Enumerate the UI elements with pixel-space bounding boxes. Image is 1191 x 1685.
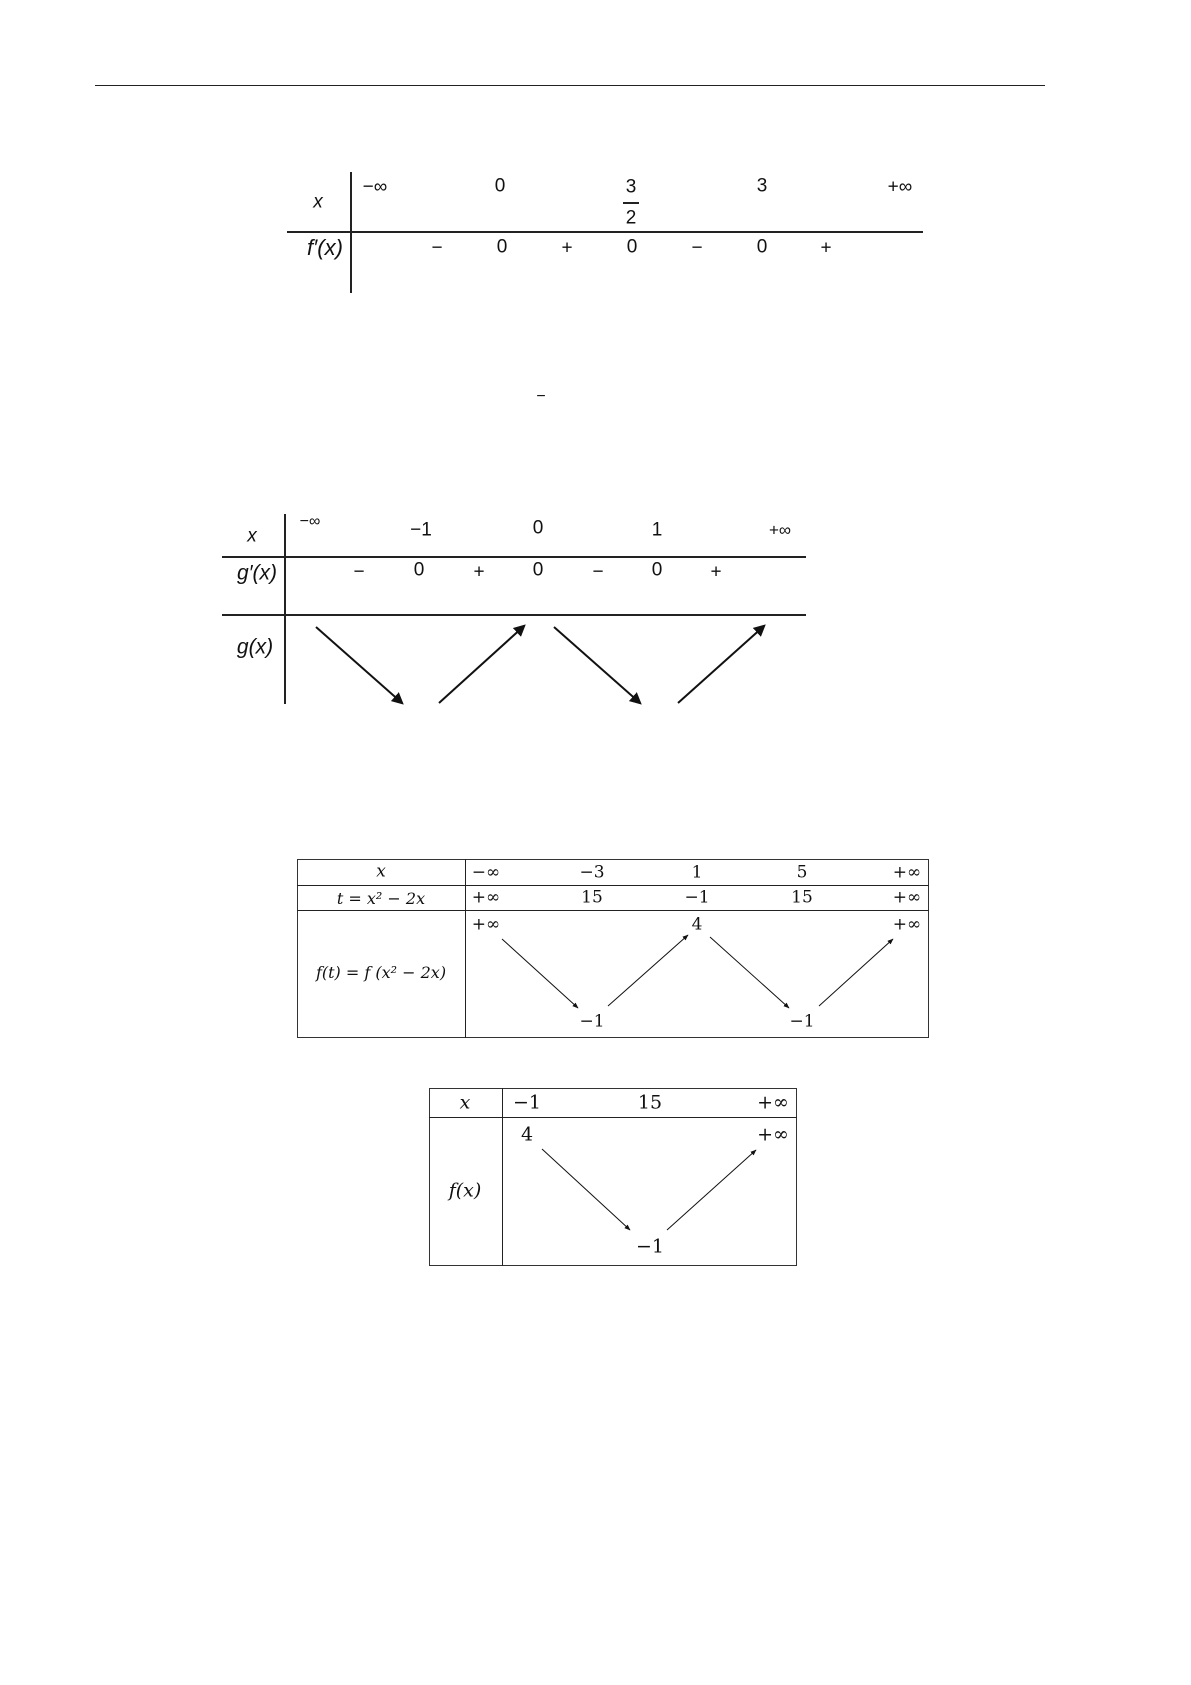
table1-sign: 0 [626, 236, 638, 258]
table3-arrow-up [819, 939, 893, 1006]
table1-sign: + [561, 237, 573, 259]
table2-arrow-down [554, 627, 640, 703]
table4-arrow-up [667, 1150, 756, 1230]
table1-x-label: x [313, 191, 323, 213]
table4-x-value: −1 [512, 1091, 542, 1114]
table2-gprime-label: g′(x) [236, 561, 278, 585]
table3-arrow-down [502, 939, 578, 1008]
table3-t-value: 15 [581, 887, 603, 908]
table3-t-value: +∞ [471, 887, 501, 908]
table3-x-value: 1 [691, 862, 703, 883]
table3-arrow-down [710, 937, 789, 1008]
table1-sign: 0 [756, 236, 768, 258]
table1-x-pos-inf: +∞ [887, 176, 913, 198]
table3-f-bottom-value: −1 [789, 1011, 815, 1032]
table1-sign: − [691, 237, 703, 259]
table2-x-label: x [247, 525, 257, 547]
table4-x-value: +∞ [757, 1091, 789, 1114]
table3-f-top-value: +∞ [471, 914, 501, 935]
table2-x-value: −∞ [299, 513, 321, 530]
table1-x-frac-den: 2 [625, 207, 637, 229]
table1-fprime-label: f′(x) [307, 235, 343, 260]
table1-x-zero: 0 [494, 175, 506, 197]
table2-arrow-down [316, 627, 402, 703]
table4-x-value: 15 [637, 1091, 663, 1114]
table3-t-value: −1 [684, 887, 710, 908]
table4-f-top-value: +∞ [757, 1123, 789, 1146]
table1-sign: 0 [496, 236, 508, 258]
table2-x-value: +∞ [768, 520, 792, 540]
table4-head-x: x [459, 1091, 471, 1114]
table3-x-value: 5 [796, 862, 808, 883]
table3-f-top-value: 4 [691, 914, 703, 935]
stray-minus-mark: − [536, 388, 546, 405]
table2-sign: 0 [532, 559, 544, 581]
table2-x-value: 0 [532, 517, 544, 539]
table4-head-f: f(x) [448, 1179, 482, 1202]
table2-sign: + [473, 561, 485, 583]
table1-x-neg-inf: −∞ [362, 176, 388, 198]
table2-g-label: g(x) [236, 635, 274, 659]
table2-sign: + [710, 561, 722, 583]
table3-t-value: +∞ [892, 887, 922, 908]
table2-arrow-up [678, 626, 764, 703]
table2-sign: − [592, 561, 604, 583]
table3-f-bottom-value: −1 [579, 1011, 605, 1032]
table3-x-value: +∞ [892, 862, 922, 883]
table2-arrow-up [439, 626, 524, 703]
table4-arrow-down [542, 1149, 630, 1230]
table3-f-top-value: +∞ [892, 914, 922, 935]
table2-x-value: 1 [651, 519, 663, 541]
table3-head-f: f(t) = f (x² − 2x) [315, 963, 447, 982]
table2-sign: − [353, 561, 365, 583]
table1-sign: − [431, 237, 443, 259]
table4-f-bottom-value: −1 [635, 1235, 665, 1258]
table3-t-value: 15 [791, 887, 813, 908]
table4-f-top-value: 4 [520, 1123, 534, 1146]
table3-head-x: x [376, 861, 386, 882]
table2-x-value: −1 [410, 519, 432, 541]
table3-x-value: −∞ [471, 862, 501, 883]
table2-sign: 0 [413, 559, 425, 581]
table3-arrow-up [608, 935, 688, 1006]
table1-x-frac-num: 3 [625, 176, 637, 198]
table2-sign: 0 [651, 559, 663, 581]
table1-sign: + [820, 237, 832, 259]
table3-x-value: −3 [579, 862, 605, 883]
table1-x-three: 3 [756, 175, 768, 197]
table3-head-t: t = x² − 2x [336, 889, 426, 908]
